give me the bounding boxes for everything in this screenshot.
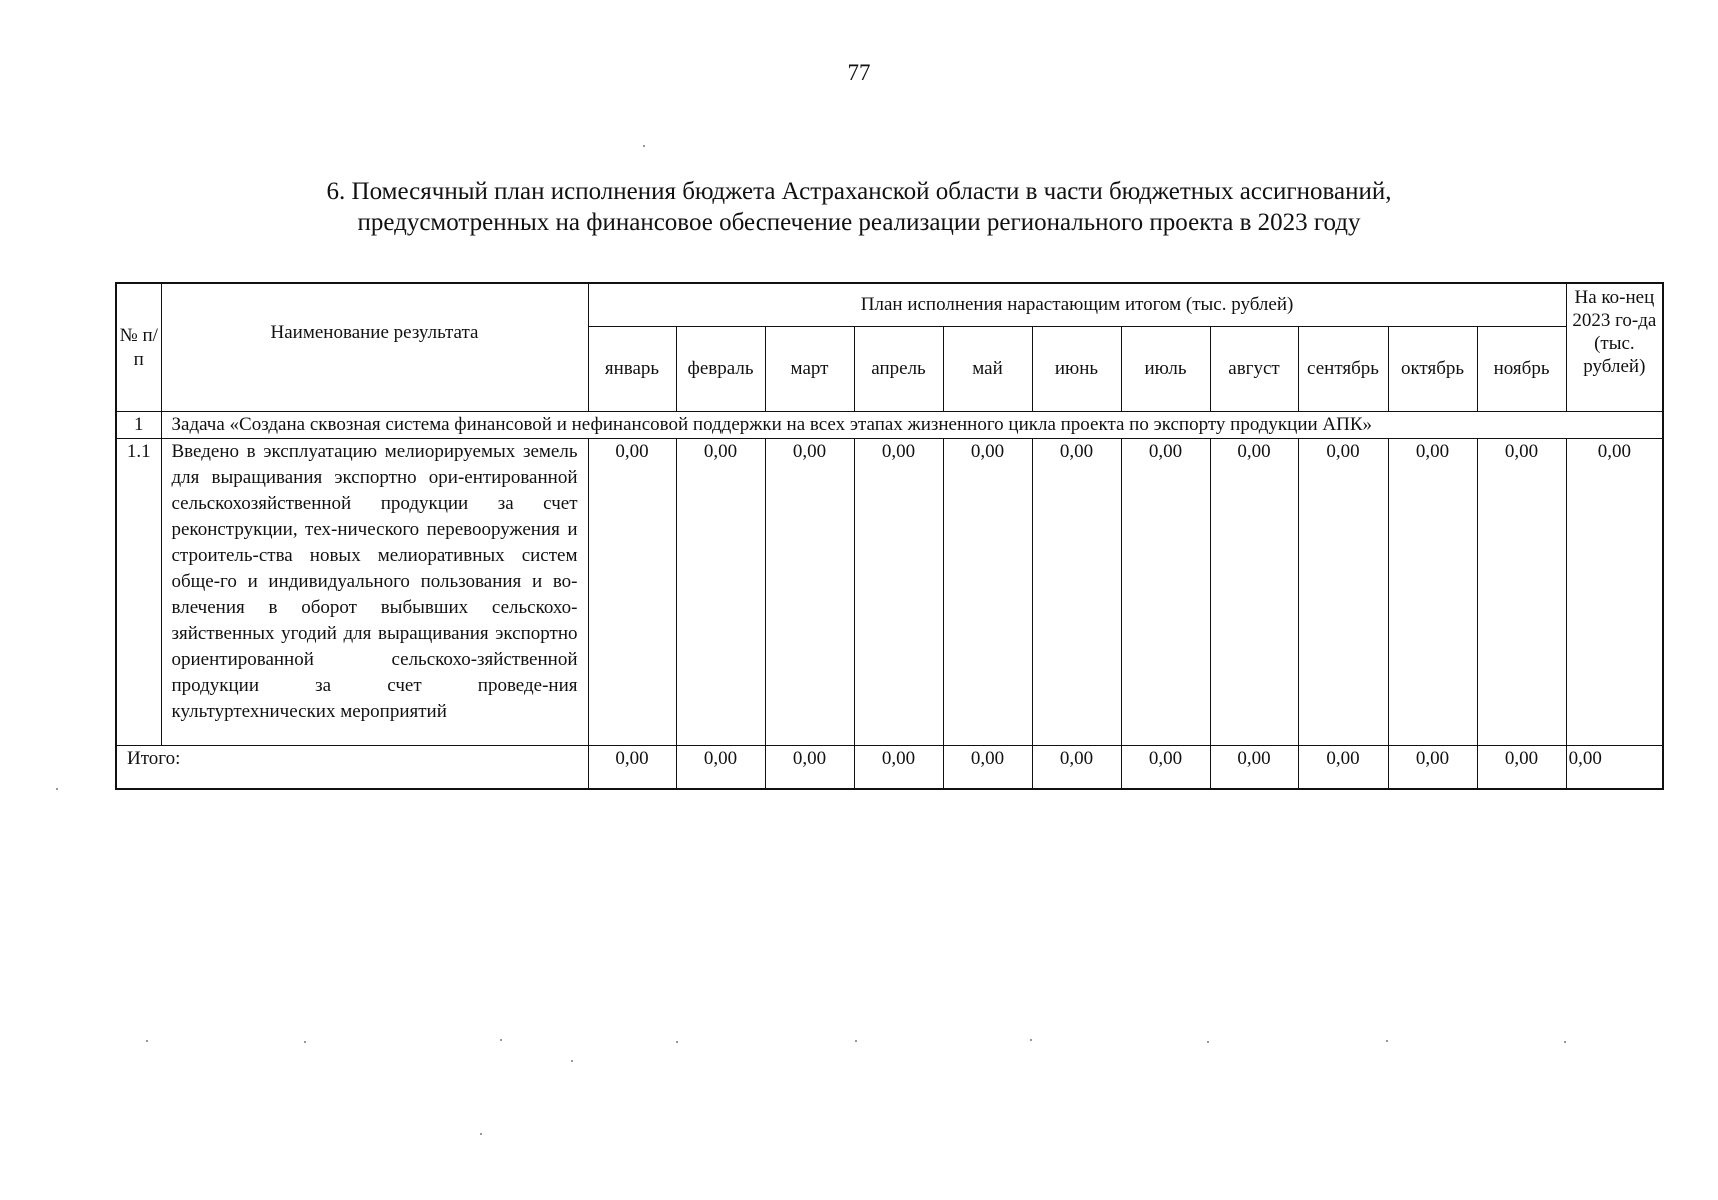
month-value: 0,00 [1032,439,1121,746]
header-month: ноябрь [1477,327,1566,412]
total-month-value: 0,00 [1388,746,1477,790]
total-month-value: 0,00 [1121,746,1210,790]
month-value: 0,00 [1388,439,1477,746]
scan-speck [855,1040,857,1042]
header-month: март [765,327,854,412]
scan-speck [56,788,58,790]
header-year-end: На ко-нец 2023 го-да (тыс. рублей) [1566,283,1663,412]
table-row [116,439,1663,746]
total-month-value: 0,00 [588,746,676,790]
month-value: 0,00 [765,439,854,746]
scan-speck [643,145,645,147]
scan-speck [571,1060,573,1062]
header-month: февраль [676,327,765,412]
month-value: 0,00 [1121,439,1210,746]
month-value: 0,00 [943,439,1032,746]
document-title [0,176,1718,238]
header-number: № п/п [116,283,161,412]
header-month: январь [588,327,676,412]
month-value: 0,00 [588,439,676,746]
title-line-1: 6. Помесячный план исполнения бюджета Астраханской области в части бюджетных ассигнований, [326,178,1392,205]
header-month: сентябрь [1298,327,1388,412]
month-value: 0,00 [1298,439,1388,746]
total-month-value: 0,00 [943,746,1032,790]
result-name: Введено в эксплуатацию мелиорируемых земель для выращивания экспортно ори-ентированной сельскохозяйственной продукции за счет реконструкции, тех-нического перевооружения и строитель-ства новых мелиоративных систем обще-го и индивидуального пользования и во-влечения в оборот выбывших сельскохо-зяйственных угодий для выращивания экспортно ориентированной сельскохо-зяйственной продукции за счет проведе-ния культуртехнических мероприятий [161,439,588,746]
header-result-name: Наименование результата [161,283,588,412]
scan-speck [480,1133,482,1135]
total-year-end-value: 0,00 [1566,746,1663,790]
total-month-value: 0,00 [1032,746,1121,790]
month-value: 0,00 [854,439,943,746]
month-value: 0,00 [676,439,765,746]
budget-plan-table [115,282,1664,790]
scan-speck [1030,1039,1032,1041]
total-month-value: 0,00 [1210,746,1298,790]
page-number: 77 [847,60,871,85]
total-month-value: 0,00 [1477,746,1566,790]
month-value: 0,00 [1477,439,1566,746]
header-month: апрель [854,327,943,412]
scan-speck [500,1039,502,1041]
total-label: Итого: [116,746,588,790]
total-row [116,746,1663,790]
row-number: 1.1 [116,439,161,746]
header-month: май [943,327,1032,412]
header-month: июль [1121,327,1210,412]
header-month: август [1210,327,1298,412]
scan-speck [1386,1040,1388,1042]
month-value: 0,00 [1210,439,1298,746]
title-line-2: предусмотренных на финансовое обеспечение реализации регионального проекта в 2023 году [357,209,1361,236]
year-end-value: 0,00 [1566,439,1663,746]
total-month-value: 0,00 [676,746,765,790]
task-number: 1 [116,412,161,439]
total-month-value: 0,00 [854,746,943,790]
task-text: Задача «Создана сквозная система финансовой и нефинансовой поддержки на всех этапах жизненного цикла проекта по экспорту продукции АПК» [161,412,1663,439]
scan-speck [676,1041,678,1043]
total-month-value: 0,00 [1298,746,1388,790]
header-month: октябрь [1388,327,1477,412]
header-plan-cumulative: План исполнения нарастающим итогом (тыс. рублей) [588,283,1566,327]
header-row-1 [116,283,1663,327]
task-row [116,412,1663,439]
header-month: июнь [1032,327,1121,412]
scan-speck [304,1041,306,1043]
total-month-value: 0,00 [765,746,854,790]
scan-speck [1564,1041,1566,1043]
scan-speck [146,1040,148,1042]
scan-speck [1207,1041,1209,1043]
